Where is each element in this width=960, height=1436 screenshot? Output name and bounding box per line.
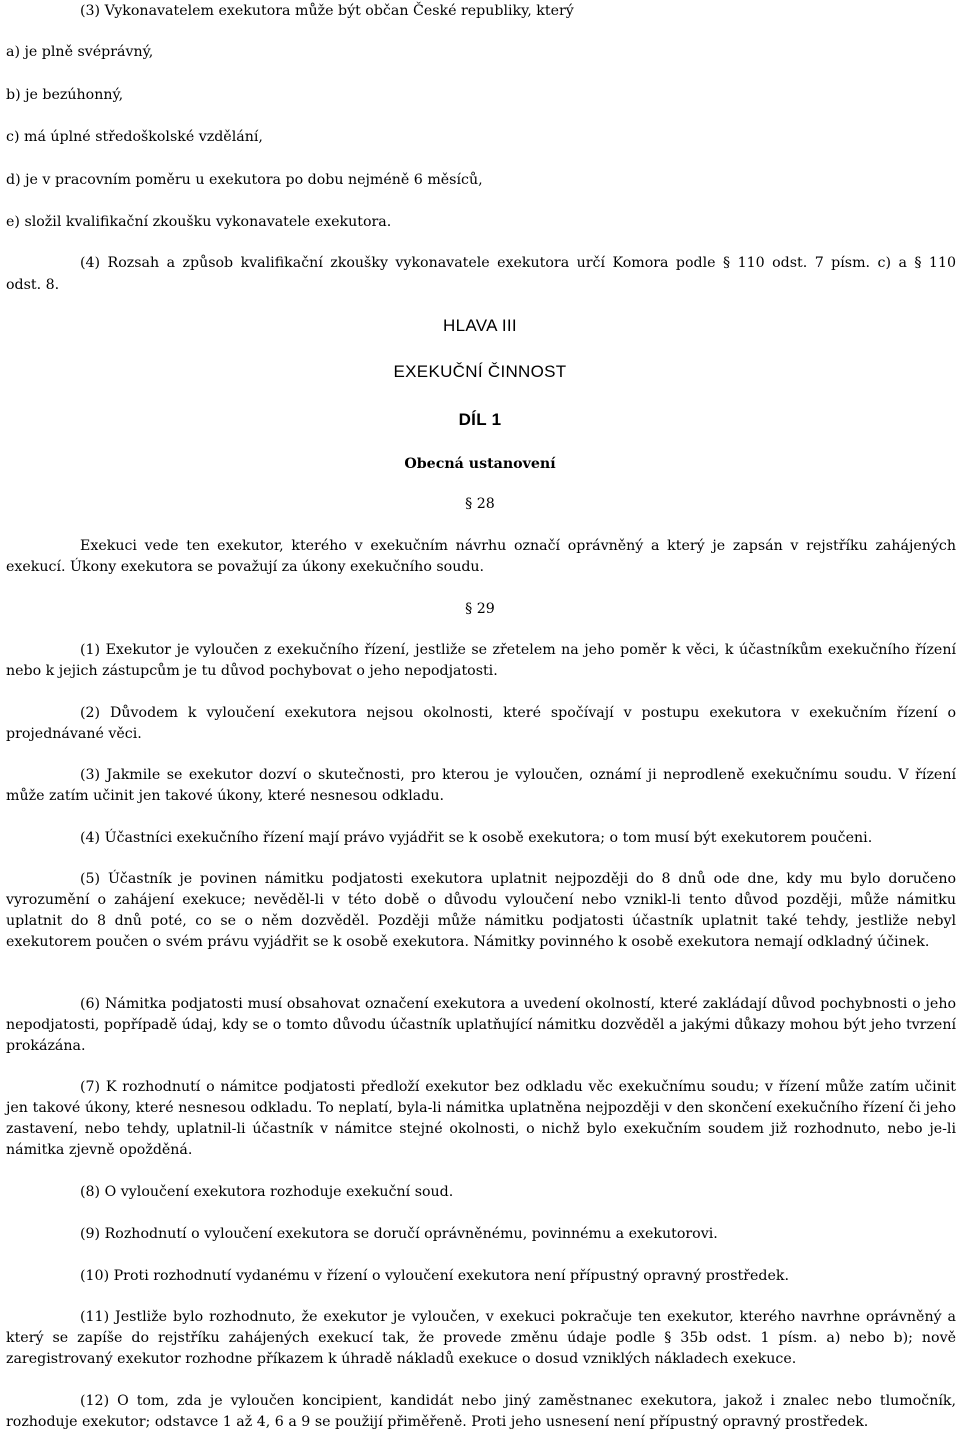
clause-3-intro: (3) Vykonavatelem exekutora může být občan České republiky, který [80,3,574,19]
section-29-para-7: (7) K rozhodnutí o námitce podjatosti předloží exekutor bez odkladu věc exekučnímu soudu; v řízení může zatím učinit jen takové úkony, které nesnesou odkladu. To neplatí, byla-li námitka uplatněna nejpozději v den skončení exekučního řízení či jeho zastavení, nebo tehdy, uplatnil-li účastník v námitce stejné okolnosti, o nichž bylo exekučním soudem již rozhodnuto, nebo je-li námitka zjevně opožděná. [6,1079,956,1158]
section-28-mark: § 28 [465,496,495,512]
section-29-para-3: (3) Jakmile se exekutor dozví o skutečnosti, pro kterou je vyloučen, oznámí ji neprodleně exekučnímu soudu. V řízení může zatím učinit jen takové úkony, které nesnesou odkladu. [6,767,956,804]
section-29-para-2: (2) Důvodem k vyloučení exekutora nejsou okolnosti, které spočívají v postupu exekutora v exekučním řízení o projednávané věci. [6,705,956,742]
section-29-para-8: (8) O vyloučení exekutora rozhoduje exekuční soud. [80,1184,454,1200]
list-item-e: e) složil kvalifikační zkoušku vykonavatele exekutora. [6,214,392,230]
section-29-para-6: (6) Námitka podjatosti musí obsahovat označení exekutora a uvedení okolností, které zakládají důvod pochybnosti o jeho nepodjatosti, popřípadě údaj, kdy se o tomto důvodu účastník uplatňující námitku dozvěděl a jakými důkazy mohou být jeho tvrzení prokázána. [6,996,956,1054]
list-item-d: d) je v pracovním poměru u exekutora po dobu nejméně 6 měsíců, [6,172,483,188]
part-subtitle: Obecná ustanovení [404,456,556,472]
section-29-mark: § 29 [465,601,495,617]
section-29-para-10: (10) Proti rozhodnutí vydanému v řízení o vyloučení exekutora není přípustný opravný prostředek. [80,1268,789,1284]
chapter-heading: HLAVA III [443,316,517,335]
section-29-para-9: (9) Rozhodnutí o vyloučení exekutora se doručí oprávněnému, povinnému a exekutorovi. [80,1226,718,1242]
list-item-c: c) má úplné středoškolské vzdělání, [6,129,263,145]
section-29-para-11: (11) Jestliže bylo rozhodnuto, že exekutor je vyloučen, v exekuci pokračuje ten exekutor, kterého navrhne oprávněný a který se zapíše do rejstříku zahájených exekucí tak, že provede změnu údaje podle § 35b odst. 1 písm. a) nebo b); nově zaregistrovaný exekutor rozhodne příkazem k úhradě nákladů exekuce o dosud vzniklých nákladech exekuce. [6,1309,956,1367]
list-item-b: b) je bezúhonný, [6,87,124,103]
section-29-para-1: (1) Exekutor je vyloučen z exekučního řízení, jestliže se zřetelem na jeho poměr k věci, k účastníkům exekučního řízení nebo k jejich zástupcům je tu důvod pochybovat o jeho nepodjatosti. [6,642,956,679]
section-29-para-5: (5) Účastník je povinen námitku podjatosti exekutora uplatnit nejpozději do 8 dnů ode dne, kdy mu bylo doručeno vyrozumění o zahájení exekuce; nevěděl-li v této době o důvodu vyloučení nebo vznikl-li tento důvod později, může námitku uplatnit do 8 dnů poté, co se o něm dozvěděl. Později může námitku podjatosti účastník uplatnit také tehdy, jestliže nebyl exekutorem poučen o svém právu vyjádřit se k osobě exekutora. Námitky povinného k osobě exekutora nemají odkladný účinek. [6,871,956,950]
part-heading: DÍL 1 [458,410,502,429]
clause-4-line-1: (4) Rozsah a způsob kvalifikační zkoušky vykonavatele exekutora určí Komora podle § 110 odst. 7 písm. c) a § 110 [80,255,956,271]
clause-4-line-2: odst. 8. [6,277,60,293]
chapter-title: EXEKUČNÍ ČINNOST [393,362,567,381]
list-item-a: a) je plně svéprávný, [6,44,154,60]
section-29-para-12: (12) O tom, zda je vyloučen koncipient, kandidát nebo jiný zaměstnanec exekutora, jakož i znalec nebo tlumočník, rozhoduje exekutor; odstavce 1 až 4, 6 a 9 se použijí přiměřeně. Proti jeho usnesení není přípustný opravný prostředek. [6,1393,956,1430]
section-29-para-4: (4) Účastníci exekučního řízení mají právo vyjádřit se k osobě exekutora; o tom musí být exekutorem poučeni. [80,830,873,846]
section-28-text: Exekuci vede ten exekutor, kterého v exekučním návrhu označí oprávněný a který je zapsán v rejstříku zahájených exekucí. Úkony exekutora se považují za úkony exekučního soudu. [6,538,956,575]
